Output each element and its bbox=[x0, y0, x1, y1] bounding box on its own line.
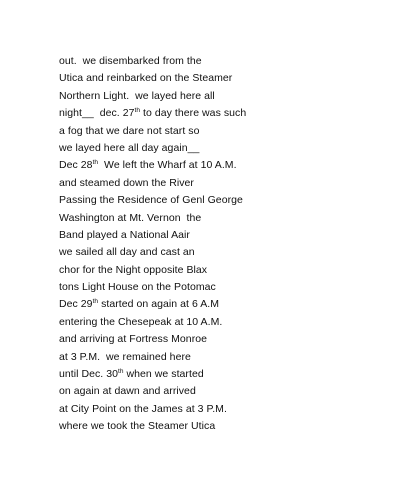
text-fragment: Washington at Mt. Vernon the bbox=[59, 211, 202, 224]
ordinal-superscript: th bbox=[134, 107, 141, 115]
text-line bbox=[59, 314, 389, 331]
text-fragment: started on again at 6 A.M bbox=[98, 298, 220, 311]
text-fragment: we layed here all day again__ bbox=[59, 141, 200, 154]
text-line bbox=[59, 210, 389, 227]
text-fragment: Band played a National Aair bbox=[59, 228, 190, 241]
ordinal-superscript: th bbox=[92, 298, 99, 306]
text-line bbox=[59, 349, 389, 366]
ordinal-superscript: th bbox=[92, 159, 99, 167]
text-fragment: until Dec. 30 bbox=[59, 368, 119, 381]
text-line bbox=[59, 105, 389, 122]
text-fragment: out. we disembarked from the bbox=[59, 55, 202, 67]
text-line bbox=[59, 244, 389, 261]
text-fragment: night__ dec. 27 bbox=[59, 107, 135, 120]
text-fragment: to day there was such bbox=[140, 107, 247, 120]
text-line bbox=[59, 70, 389, 87]
text-line bbox=[59, 192, 389, 209]
ordinal-superscript: th bbox=[118, 368, 124, 376]
text-fragment: at City Point on the James at 3 P.M. bbox=[59, 402, 227, 415]
text-fragment: a fog that we dare not start so bbox=[59, 124, 200, 137]
text-line bbox=[59, 366, 389, 383]
text-fragment: Dec 29 bbox=[59, 298, 93, 311]
text-fragment: Utica and reinbarked on the Steamer bbox=[59, 72, 233, 85]
text-line bbox=[59, 401, 389, 418]
text-line bbox=[59, 227, 389, 244]
text-fragment: we sailed all day and cast an bbox=[59, 246, 195, 259]
text-fragment: at 3 P.M. we remained here bbox=[59, 350, 191, 363]
text-line bbox=[59, 279, 389, 296]
text-fragment: Passing the Residence of Genl George bbox=[59, 194, 243, 207]
text-line bbox=[59, 88, 389, 105]
text-fragment: Dec 28 bbox=[59, 159, 93, 172]
text-fragment: and arriving at Fortress Monroe bbox=[59, 333, 208, 346]
text-line bbox=[59, 140, 389, 157]
text-line bbox=[59, 262, 389, 279]
text-line bbox=[59, 175, 389, 192]
text-line bbox=[59, 157, 389, 174]
text-line bbox=[59, 383, 389, 400]
text-line bbox=[59, 53, 389, 70]
text-line bbox=[59, 418, 389, 435]
text-line bbox=[59, 123, 389, 140]
text-fragment: on again at dawn and arrived bbox=[59, 385, 196, 398]
text-fragment: We left the Wharf at 10 A.M. bbox=[98, 159, 237, 172]
text-line bbox=[59, 331, 389, 348]
text-fragment: where we took the Steamer Utica bbox=[59, 420, 216, 433]
text-fragment: and steamed down the River bbox=[59, 176, 194, 189]
text-fragment: tons Light House on the Potomac bbox=[59, 281, 216, 294]
text-fragment: Northern Light. we layed here all bbox=[59, 89, 215, 102]
text-fragment: entering the Chesepeak at 10 A.M. bbox=[59, 315, 223, 328]
text-fragment: when we started bbox=[123, 368, 204, 381]
text-fragment: chor for the Night opposite Blax bbox=[59, 263, 208, 276]
text-line bbox=[59, 296, 389, 313]
transcription-text bbox=[59, 53, 389, 436]
